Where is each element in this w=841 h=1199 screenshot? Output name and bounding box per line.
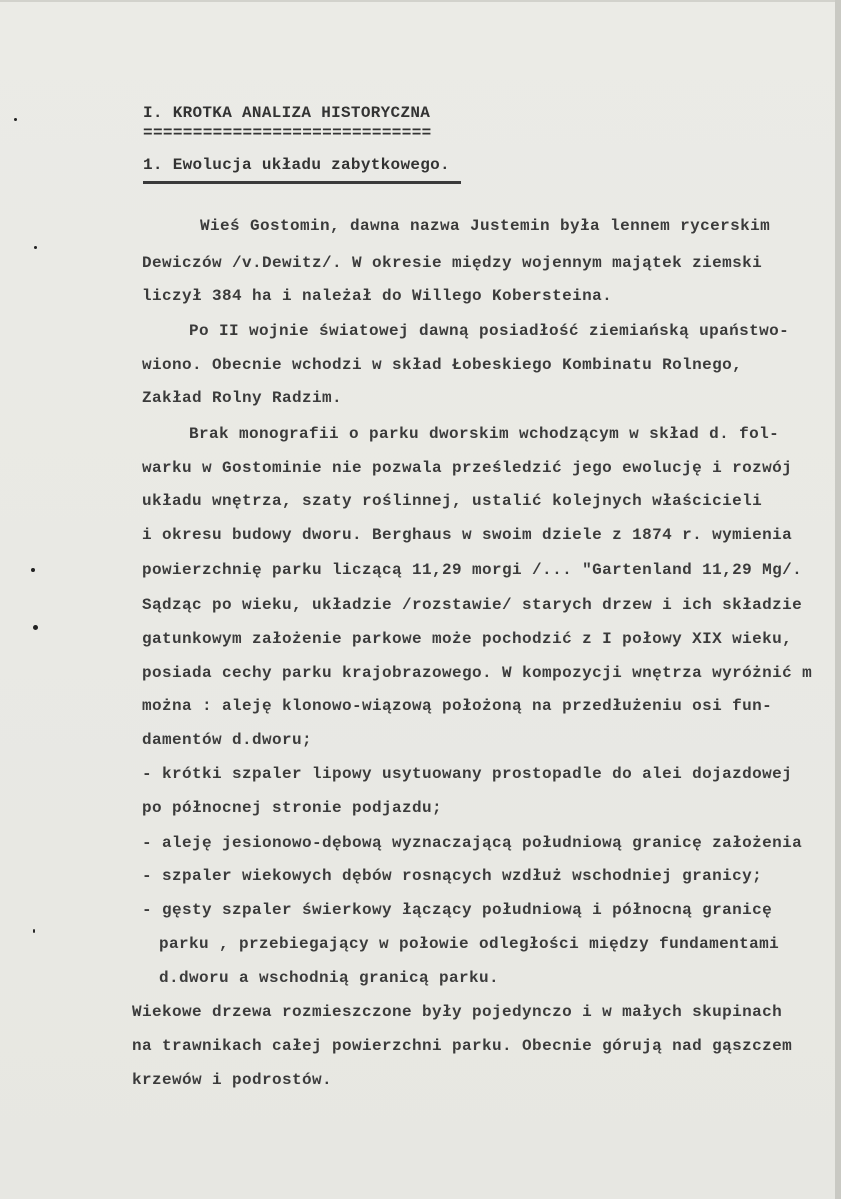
- margin-mark: [31, 568, 35, 572]
- section-title: I. KROTKA ANALIZA HISTORYCZNA: [143, 104, 431, 122]
- text-line: parku , przebiegający w połowie odległości między fundamentami: [159, 935, 780, 953]
- text-line: posiada cechy parku krajobrazowego. W kompozycji wnętrza wyróżnić m: [142, 664, 813, 682]
- text-line: Zakład Rolny Radzim.: [142, 389, 343, 407]
- text-line: krzewów i podrostów.: [132, 1071, 333, 1089]
- text-line: liczył 384 ha i należał do Willego Kobersteina.: [142, 287, 613, 305]
- margin-mark: [34, 246, 37, 249]
- text-line: układu wnętrza, szaty roślinnej, ustalić kolejnych właścicieli: [142, 492, 763, 510]
- margin-mark: [33, 625, 38, 630]
- text-line: Po II wojnie światowej dawną posiadłość ziemiańską upaństwo-: [189, 322, 790, 340]
- text-line: warku w Gostominie nie pozwala prześledzić jego ewolucję i rozwój: [142, 459, 793, 477]
- text-line: można : aleję klonowo-wiązową położoną na przedłużeniu osi fun-: [142, 697, 773, 715]
- subsection-underline: [143, 181, 461, 184]
- page-right-edge: [835, 0, 841, 1199]
- text-line: wiono. Obecnie wchodzi w skład Łobeskiego Kombinatu Rolnego,: [142, 356, 743, 374]
- text-line: po północnej stronie podjazdu;: [142, 799, 443, 817]
- text-line: d.dworu a wschodnią granicą parku.: [159, 969, 500, 987]
- text-line: - szpaler wiekowych dębów rosnących wzdłuż wschodniej granicy;: [142, 867, 763, 885]
- text-line: Brak monografii o parku dworskim wchodzącym w skład d. fol-: [189, 425, 780, 443]
- page-top-edge: [0, 0, 841, 2]
- text-line: na trawnikach całej powierzchni parku. Obecnie górują nad gąszczem: [132, 1037, 793, 1055]
- subsection-title: 1. Ewolucja układu zabytkowego.: [143, 156, 450, 174]
- text-line: - krótki szpaler lipowy usytuowany prostopadle do alei dojazdowej: [142, 765, 793, 783]
- text-line: damentów d.dworu;: [142, 731, 313, 749]
- text-line: - aleję jesionowo-dębową wyznaczającą południową granicę założenia: [142, 834, 803, 852]
- text-line: Sądząc po wieku, układzie /rozstawie/ starych drzew i ich składzie: [142, 596, 803, 614]
- margin-mark: [33, 929, 35, 933]
- margin-mark: [14, 118, 17, 121]
- text-line: Wiekowe drzewa rozmieszczone były pojedynczo i w małych skupinach: [132, 1003, 783, 1021]
- text-line: gatunkowym założenie parkowe może pochodzić z I połowy XIX wieku,: [142, 630, 793, 648]
- text-line: i okresu budowy dworu. Berghaus w swoim dziele z 1874 r. wymienia: [142, 526, 793, 544]
- text-line: - gęsty szpaler świerkowy łączący południową i północną granicę: [142, 901, 773, 919]
- text-line: Dewiczów /v.Dewitz/. W okresie między wojennym majątek ziemski: [142, 254, 763, 272]
- text-line: powierzchnię parku liczącą 11,29 morgi /... "Gartenland 11,29 Mg/.: [142, 561, 803, 579]
- section-title-underline: =============================: [143, 124, 432, 142]
- text-line: Wieś Gostomin, dawna nazwa Justemin była lennem rycerskim: [200, 217, 771, 235]
